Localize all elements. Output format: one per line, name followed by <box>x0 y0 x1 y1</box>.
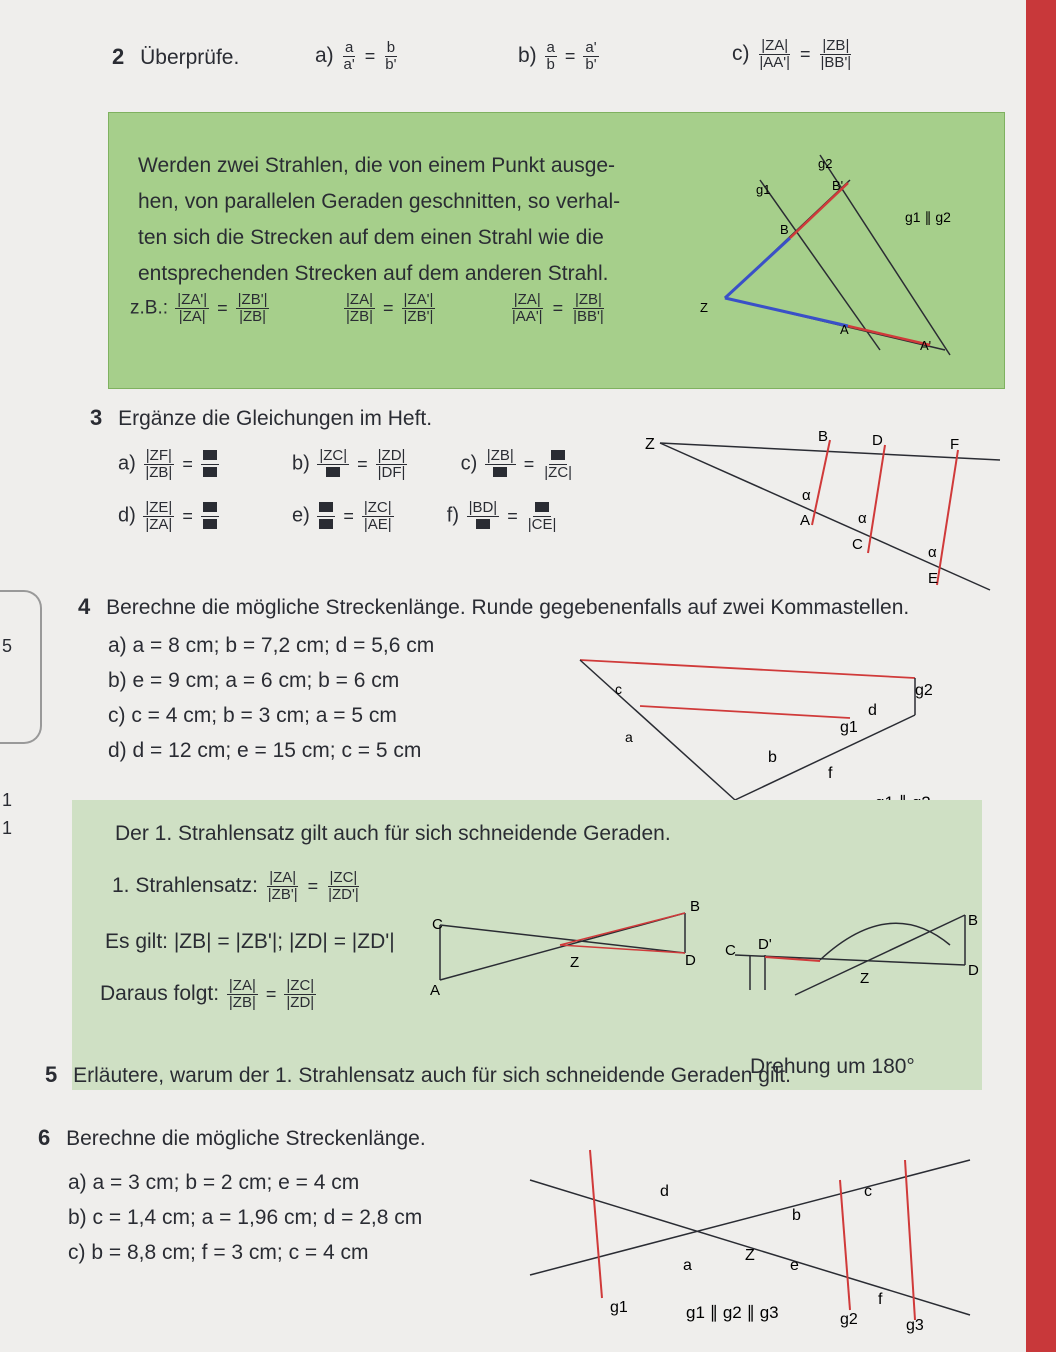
fraction: $\frac{|ZB|}{|BB'|}$ <box>573 291 604 325</box>
item-label: b) <box>518 43 537 67</box>
label-g2: g2 <box>915 682 933 699</box>
margin-number: 1 <box>2 818 13 838</box>
task2-b: b) $\frac{a}{b}$ = $\frac{a'}{b'}$ <box>518 39 597 73</box>
fraction: $\frac{|ZA|}{|AA'|}$ <box>511 291 543 325</box>
example-label: z.B.: <box>130 297 169 319</box>
figure-crossing-lines <box>420 895 980 1005</box>
task-text: Erläutere, warum der 1. Strahlensatz auch für sich schneidende Geraden gilt. <box>73 1064 791 1087</box>
fraction: $\frac{b}{b'}$ <box>385 39 397 73</box>
formula-label: 1. Strahlensatz: <box>112 873 258 897</box>
item-label: b) <box>291 452 310 475</box>
figure-task3 <box>640 425 1010 595</box>
label-b: b <box>792 1207 801 1224</box>
label-b: b <box>768 749 777 766</box>
page-edge-strip <box>1026 0 1056 1352</box>
item-label: d) <box>118 504 136 527</box>
label-d: d <box>868 702 877 719</box>
angle-alpha: α <box>928 544 937 561</box>
task-title: Ergänze die Gleichungen im Heft. <box>118 407 433 430</box>
label-B: B <box>780 222 789 237</box>
fraction: $\frac{a}{a'}$ <box>343 39 355 73</box>
label-c: c <box>864 1183 872 1200</box>
fraction: |ZC| <box>317 448 349 481</box>
theorem-line: Werden zwei Strahlen, die von einem Punkt ausge- <box>138 154 616 177</box>
task3-row2: d) $\frac{|ZE|}{|ZA|}$ = e) = $\frac{|ZC|}{|AE|}$ f) |BD| = |CE| <box>118 499 557 533</box>
task6-items <box>68 1165 422 1270</box>
label-g3: g3 <box>906 1317 924 1334</box>
label-d: d <box>660 1183 669 1200</box>
theorem-text <box>138 148 620 292</box>
angle-alpha: α <box>858 510 867 527</box>
task-number: 3 <box>90 405 103 430</box>
label-C: C <box>432 916 443 933</box>
fraction: $\frac{|ZF|}{|ZB|}$ <box>145 447 173 481</box>
task-number: 5 <box>45 1062 58 1087</box>
figure-task4 <box>570 650 970 820</box>
label-D-prime: D' <box>758 936 772 953</box>
theorem-example: z.B.: $\frac{|ZA'|}{|ZA|}$ = $\frac{|ZB'|}{|ZB|}$ $\frac{|ZA|}{|ZB|}$ = $\frac{|ZA'|}{|ZB'|}$ $\frac{|ZA|}{|AA'|}$ = $\frac{|ZB|}{|BB'|}$ <box>130 291 604 325</box>
label-Z: Z <box>860 970 870 987</box>
label-A: A <box>430 982 441 999</box>
label-a: a <box>683 1257 692 1274</box>
label-A: A <box>800 512 811 529</box>
label-D: D <box>872 432 883 449</box>
fraction: $\frac{|ZC|}{|ZD'|}$ <box>328 869 359 903</box>
rotation-caption: Drehung um 180° <box>750 1055 915 1078</box>
label-C: C <box>852 536 863 553</box>
label-g2: g2 <box>840 1311 858 1328</box>
theorem2-intro: Der 1. Strahlensatz gilt auch für sich schneidende Geraden. <box>115 822 671 845</box>
fraction: |CE| <box>526 500 559 533</box>
label-parallel: g1 ∥ g2 ∥ g3 <box>686 1303 779 1322</box>
label-c: c <box>615 681 622 697</box>
theorem-line: ten sich die Strecken auf dem einen Strahl wie die <box>138 226 604 249</box>
label-B-prime: B' <box>832 178 844 193</box>
task-number: 2 <box>112 44 125 69</box>
task6-item: b) c = 1,4 cm; a = 1,96 cm; d = 2,8 cm <box>68 1206 423 1229</box>
fraction: $\frac{|ZA|}{|ZB'|}$ <box>267 869 298 903</box>
label-B: B <box>968 912 979 929</box>
label-a: a <box>625 729 633 745</box>
task4-item: a) a = 8 cm; b = 7,2 cm; d = 5,6 cm <box>108 634 435 657</box>
task-number: 4 <box>78 594 91 619</box>
label-g1: g1 <box>840 719 858 736</box>
item-label: f) <box>446 504 459 527</box>
label-f: f <box>878 1291 883 1308</box>
task2-header <box>112 44 239 70</box>
blank-fraction <box>201 448 219 481</box>
task-title: Überprüfe. <box>140 46 240 69</box>
label-E: E <box>928 570 939 587</box>
fraction: $\frac{|ZA|}{|AA'|}$ <box>759 37 791 71</box>
fraction: $\frac{|ZA'|}{|ZA|}$ <box>177 291 208 325</box>
fraction: $\frac{|ZC|}{|AE|}$ <box>363 499 392 533</box>
theorem2-conclusion: Daraus folgt: $\frac{|ZA|}{|ZB|}$ = $\frac{|ZC|}{|ZD|}$ <box>100 977 315 1011</box>
figure-task6 <box>520 1140 980 1340</box>
fraction: $\frac{|ZD|}{|DF|}$ <box>377 447 406 481</box>
fraction: $\frac{|ZA'|}{|ZB'|}$ <box>403 291 434 325</box>
blank-fraction <box>201 500 219 533</box>
task6-item: a) a = 3 cm; b = 2 cm; e = 4 cm <box>68 1171 360 1194</box>
label-A-prime: A' <box>920 338 932 353</box>
task-number: 6 <box>38 1125 51 1150</box>
label-e: e <box>790 1257 799 1274</box>
margin-tab <box>0 590 42 744</box>
label-Z: Z <box>700 300 708 315</box>
task4-header <box>78 594 909 620</box>
label-parallel: g1 ∥ g2 <box>905 209 951 225</box>
label-f: f <box>828 765 833 782</box>
task2-a: a) $\frac{a}{a'}$ = $\frac{b}{b'}$ <box>315 39 397 73</box>
fraction: $\frac{|ZB|}{|BB'|}$ <box>820 37 852 71</box>
task4-items <box>108 628 434 768</box>
figure-rays-parallel <box>690 150 990 370</box>
fraction: $\frac{a'}{b'}$ <box>585 39 597 73</box>
theorem2-es-gilt: Es gilt: |ZB| = |ZB'|; |ZD| = |ZD'| <box>105 930 395 953</box>
theorem-line: hen, von parallelen Geraden geschnitten, so verhal- <box>138 190 621 213</box>
task4-item: d) d = 12 cm; e = 15 cm; c = 5 cm <box>108 739 422 762</box>
margin-number: 5 <box>2 636 13 656</box>
task-title: Berechne die mögliche Streckenlänge. <box>66 1127 426 1150</box>
task4-item: b) e = 9 cm; a = 6 cm; b = 6 cm <box>108 669 400 692</box>
label-Z: Z <box>570 954 580 971</box>
fraction: $\frac{|ZC|}{|ZD|}$ <box>286 977 315 1011</box>
label-C: C <box>725 942 736 959</box>
label-Z: Z <box>745 1247 755 1264</box>
label-g1: g1 <box>610 1299 628 1316</box>
item-label: a) <box>315 43 334 67</box>
task6-header <box>38 1125 426 1151</box>
fraction: $\frac{|ZE|}{|ZA|}$ <box>145 499 173 533</box>
label-Z: Z <box>645 436 655 453</box>
label-B: B <box>818 428 829 445</box>
fraction: |BD| <box>467 500 500 533</box>
fraction: $\frac{a}{b}$ <box>546 39 555 73</box>
task3-row1: a) $\frac{|ZF|}{|ZB|}$ = b) |ZC| = $\frac{|ZD|}{|DF|}$ c) |ZB| = |ZC| <box>118 447 573 481</box>
label-g2: g2 <box>818 156 833 171</box>
margin-number: 1 <box>2 790 13 810</box>
item-label: c) <box>732 41 750 65</box>
label-g1: g1 <box>756 182 771 197</box>
item-label: a) <box>118 452 136 475</box>
blank-fraction <box>317 500 335 533</box>
fraction: |ZB| <box>485 448 516 481</box>
fraction: $\frac{|ZB'|}{|ZB|}$ <box>237 291 268 325</box>
task2-c: c) $\frac{|ZA|}{|AA'|}$ = $\frac{|ZB|}{|BB'|}$ <box>732 37 852 71</box>
fraction: $\frac{|ZA|}{|ZB|}$ <box>228 977 256 1011</box>
theorem2-formula: 1. Strahlensatz: $\frac{|ZA|}{|ZB'|}$ = $\frac{|ZC|}{|ZD'|}$ <box>112 869 359 903</box>
formula-label: Daraus folgt: <box>100 981 220 1005</box>
fraction: $\frac{|ZA|}{|ZB|}$ <box>346 291 373 325</box>
label-D: D <box>685 952 696 969</box>
label-B: B <box>690 898 701 915</box>
fraction: |ZC| <box>542 448 574 481</box>
task3-header <box>90 405 432 431</box>
item-label: c) <box>460 452 478 475</box>
angle-alpha: α <box>802 487 811 504</box>
item-label: e) <box>291 504 310 527</box>
task4-item: c) c = 4 cm; b = 3 cm; a = 5 cm <box>108 704 397 727</box>
label-D: D <box>968 962 979 979</box>
task6-item: c) b = 8,8 cm; f = 3 cm; c = 4 cm <box>68 1241 369 1264</box>
label-A: A <box>840 322 849 337</box>
theorem-line: entsprechenden Strecken auf dem anderen Strahl. <box>138 262 609 285</box>
task-title: Berechne die mögliche Streckenlänge. Runde gegebenenfalls auf zwei Kommastellen. <box>106 596 910 619</box>
label-F: F <box>950 436 960 453</box>
task5 <box>45 1062 791 1088</box>
